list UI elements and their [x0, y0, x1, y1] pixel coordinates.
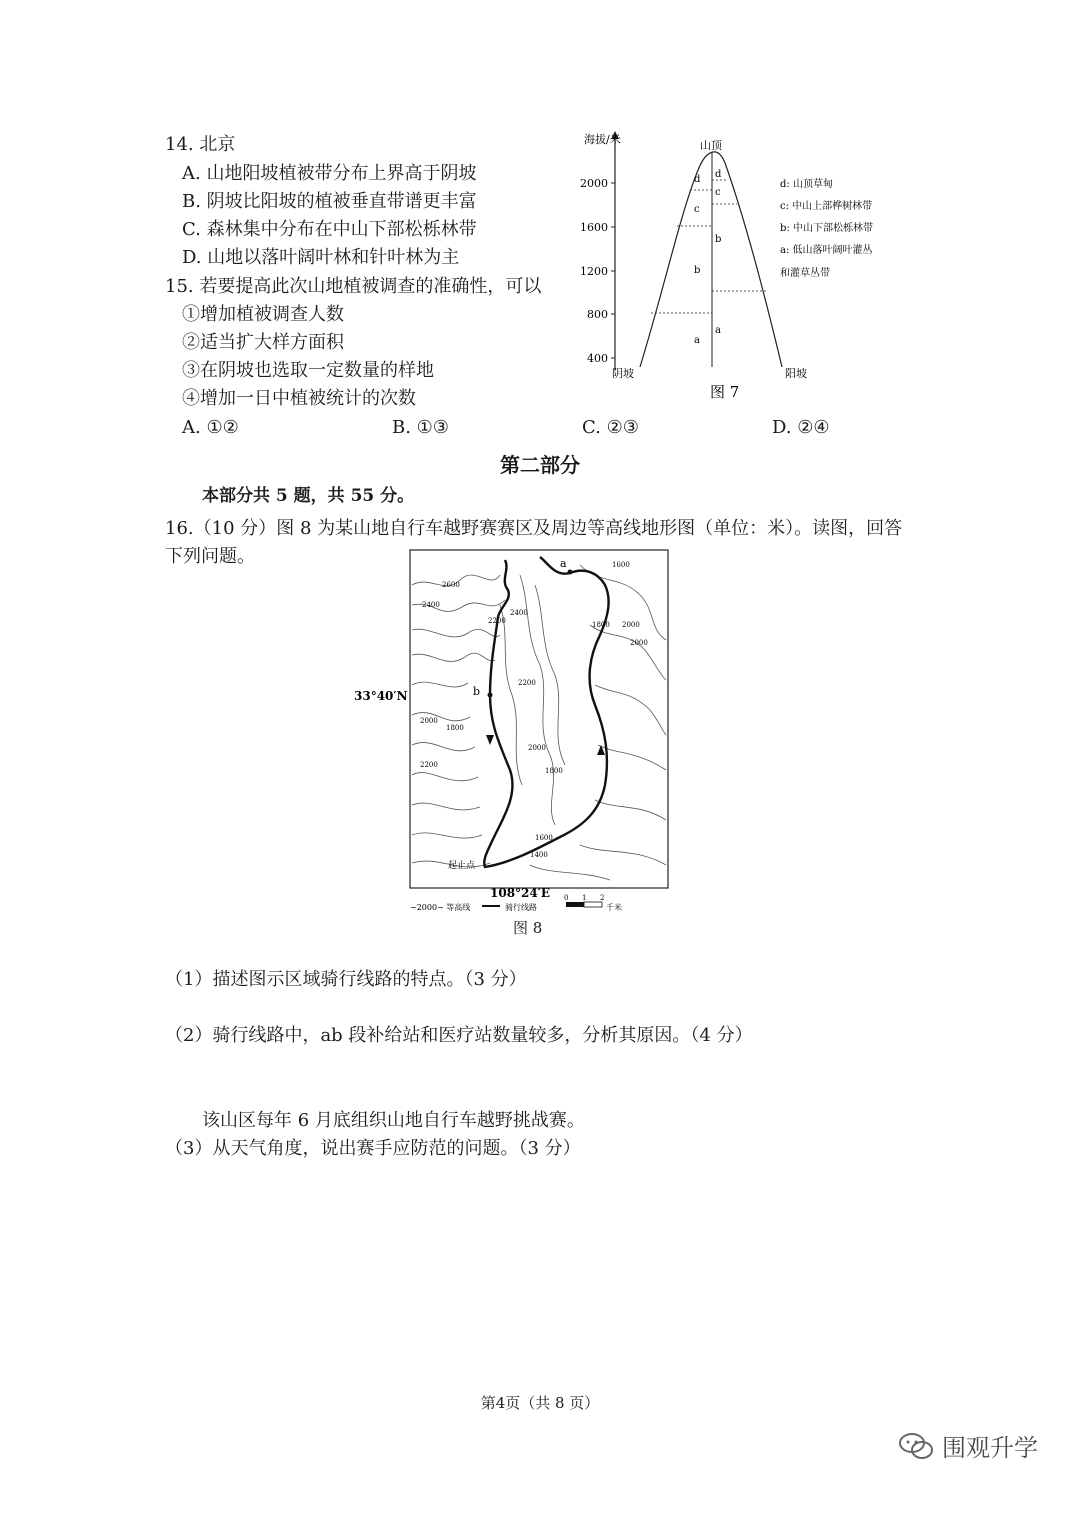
- fig8-contour-label: 1800: [592, 621, 610, 629]
- q16-sub2: （2）骑行线路中，ab 段补给站和医疗站数量较多，分析其原因。（4 分）: [165, 1025, 753, 1046]
- fig8-contour-label: 2400: [510, 609, 528, 617]
- fig7-tick-1200: 1200: [580, 265, 608, 278]
- fig7-legend-a-cont: 和灌草丛带: [780, 268, 830, 279]
- fig7-axis-label: 海拔/米: [584, 133, 621, 146]
- fig7-zone-a-sunny: a: [715, 325, 721, 336]
- fig8-caption: 图 8: [513, 919, 543, 937]
- q14-option-b: B. 阴坡比阳坡的植被垂直带谱更丰富: [182, 191, 477, 212]
- q14-option-d: D. 山地以落叶阔叶林和针叶林为主: [182, 247, 460, 268]
- q16-context: 该山区每年 6 月底组织山地自行车越野挑战赛。: [202, 1110, 585, 1131]
- fig8-contour-label: 2000: [622, 621, 640, 629]
- q15-choice-c: C. ②③: [582, 417, 639, 438]
- fig8-legend-contour: ~2000~ 等高线: [410, 903, 471, 912]
- fig7-legend-a: a: 低山落叶阔叶灌丛: [780, 245, 873, 256]
- fig8-contour-label: 1600: [612, 561, 630, 569]
- part2-title: 第二部分: [500, 453, 580, 477]
- fig8-scale-tick-2: 2: [600, 894, 605, 902]
- fig7-zone-boundaries: [651, 180, 766, 313]
- fig8-point-a-label: a: [560, 557, 567, 570]
- fig8-contour-label: 2000: [420, 717, 438, 725]
- figure-8-contour-map: [350, 545, 680, 913]
- fig7-zone-a-shady: a: [694, 335, 700, 346]
- fig7-tick-2000: 2000: [580, 177, 608, 190]
- fig8-contour-label: 1400: [530, 851, 548, 859]
- watermark: [898, 1428, 1038, 1463]
- fig8-start-label: 起止点: [448, 861, 476, 871]
- fig8-point-b-dot: [488, 693, 493, 698]
- wechat-icon: [898, 1431, 934, 1461]
- q14-option-a: A. 山地阳坡植被带分布上界高于阴坡: [182, 163, 477, 184]
- fig8-scale-tick-1: 1: [582, 894, 587, 902]
- fig8-point-b-label: b: [473, 685, 481, 698]
- q15-item-1: ①增加植被调查人数: [182, 304, 344, 325]
- fig8-latitude-label: 33°40′N: [354, 689, 408, 703]
- fig8-contour-label: 2200: [518, 679, 536, 687]
- fig8-contour-label: 1600: [535, 834, 553, 842]
- q15-item-4: ④增加一日中植被统计的次数: [182, 388, 416, 409]
- fig7-tick-400: 400: [587, 352, 608, 365]
- fig8-scale-bar-dark: [566, 902, 584, 907]
- fig8-point-a-dot: [568, 570, 573, 575]
- fig8-contour-label: 2600: [442, 581, 460, 589]
- fig7-zone-b-shady: b: [694, 265, 701, 276]
- q16-stem-line2: 下列问题。: [165, 546, 255, 567]
- fig7-mountain-profile: [640, 152, 782, 367]
- q15-choice-b: B. ①③: [392, 417, 449, 438]
- fig8-contour-label: 2200: [488, 617, 506, 625]
- q16-sub1: （1）描述图示区域骑行线路的特点。（3 分）: [165, 969, 527, 990]
- q15-choice-a: A. ①②: [182, 417, 239, 438]
- fig7-caption: 图 7: [710, 383, 740, 401]
- q16-stem-line1: 16.（10 分）图 8 为某山地自行车越野赛赛区及周边等高线地形图（单位：米）。读图，回答: [165, 518, 903, 539]
- fig7-sunny-label: 阳坡: [785, 367, 807, 380]
- q15-choice-d: D. ②④: [772, 417, 830, 438]
- fig8-scale-bar-light: [584, 902, 602, 907]
- q15-item-3: ③在阴坡也选取一定数量的样地: [182, 360, 434, 381]
- part2-intro: 本部分共 5 题，共 55 分。: [202, 486, 415, 506]
- fig8-contour-label: 2000: [528, 744, 546, 752]
- fig7-zone-c-sunny: c: [715, 187, 721, 198]
- q14-stem: 14. 北京: [165, 134, 236, 155]
- fig7-zone-c-shady: c: [694, 204, 700, 215]
- fig8-contour-label: 2400: [422, 601, 440, 609]
- fig7-legend-b: b: 中山下部松栎林带: [780, 223, 873, 234]
- fig7-shady-label: 阴坡: [612, 367, 634, 380]
- q15-stem: 15. 若要提高此次山地植被调查的准确性，可以: [165, 276, 542, 297]
- fig7-zone-d-sunny: d: [715, 169, 722, 180]
- fig8-longitude-label: 108°24′E: [490, 886, 551, 900]
- figure-7-diagram: [570, 125, 900, 410]
- fig8-contour-label: 2000: [630, 639, 648, 647]
- fig7-legend-c: c: 中山上部桦树林带: [780, 201, 873, 212]
- fig7-legend-d: d: 山顶草甸: [780, 179, 833, 190]
- fig7-peak-label: 山顶: [700, 139, 722, 152]
- fig8-contour-label: 1800: [545, 767, 563, 775]
- fig7-tick-1600: 1600: [580, 221, 608, 234]
- fig8-contour-label: 1800: [446, 724, 464, 732]
- fig7-zone-d-shady: d: [694, 174, 701, 185]
- q16-sub3: （3）从天气角度，说出赛手应防范的问题。（3 分）: [165, 1138, 581, 1159]
- q14-option-c: C. 森林集中分布在中山下部松栎林带: [182, 219, 477, 240]
- fig8-scale-tick-0: 0: [564, 894, 569, 902]
- fig7-tick-800: 800: [587, 308, 608, 321]
- q15-item-2: ②适当扩大样方面积: [182, 332, 344, 353]
- fig8-contour-label: 2200: [420, 761, 438, 769]
- fig7-zone-b-sunny: b: [715, 234, 722, 245]
- fig8-scale-unit: 千米: [606, 903, 622, 912]
- page-footer: 第4页（共 8 页）: [480, 1394, 600, 1412]
- fig8-legend-route: 骑行线路: [505, 903, 537, 912]
- watermark-text: 围观升学: [942, 1434, 1038, 1462]
